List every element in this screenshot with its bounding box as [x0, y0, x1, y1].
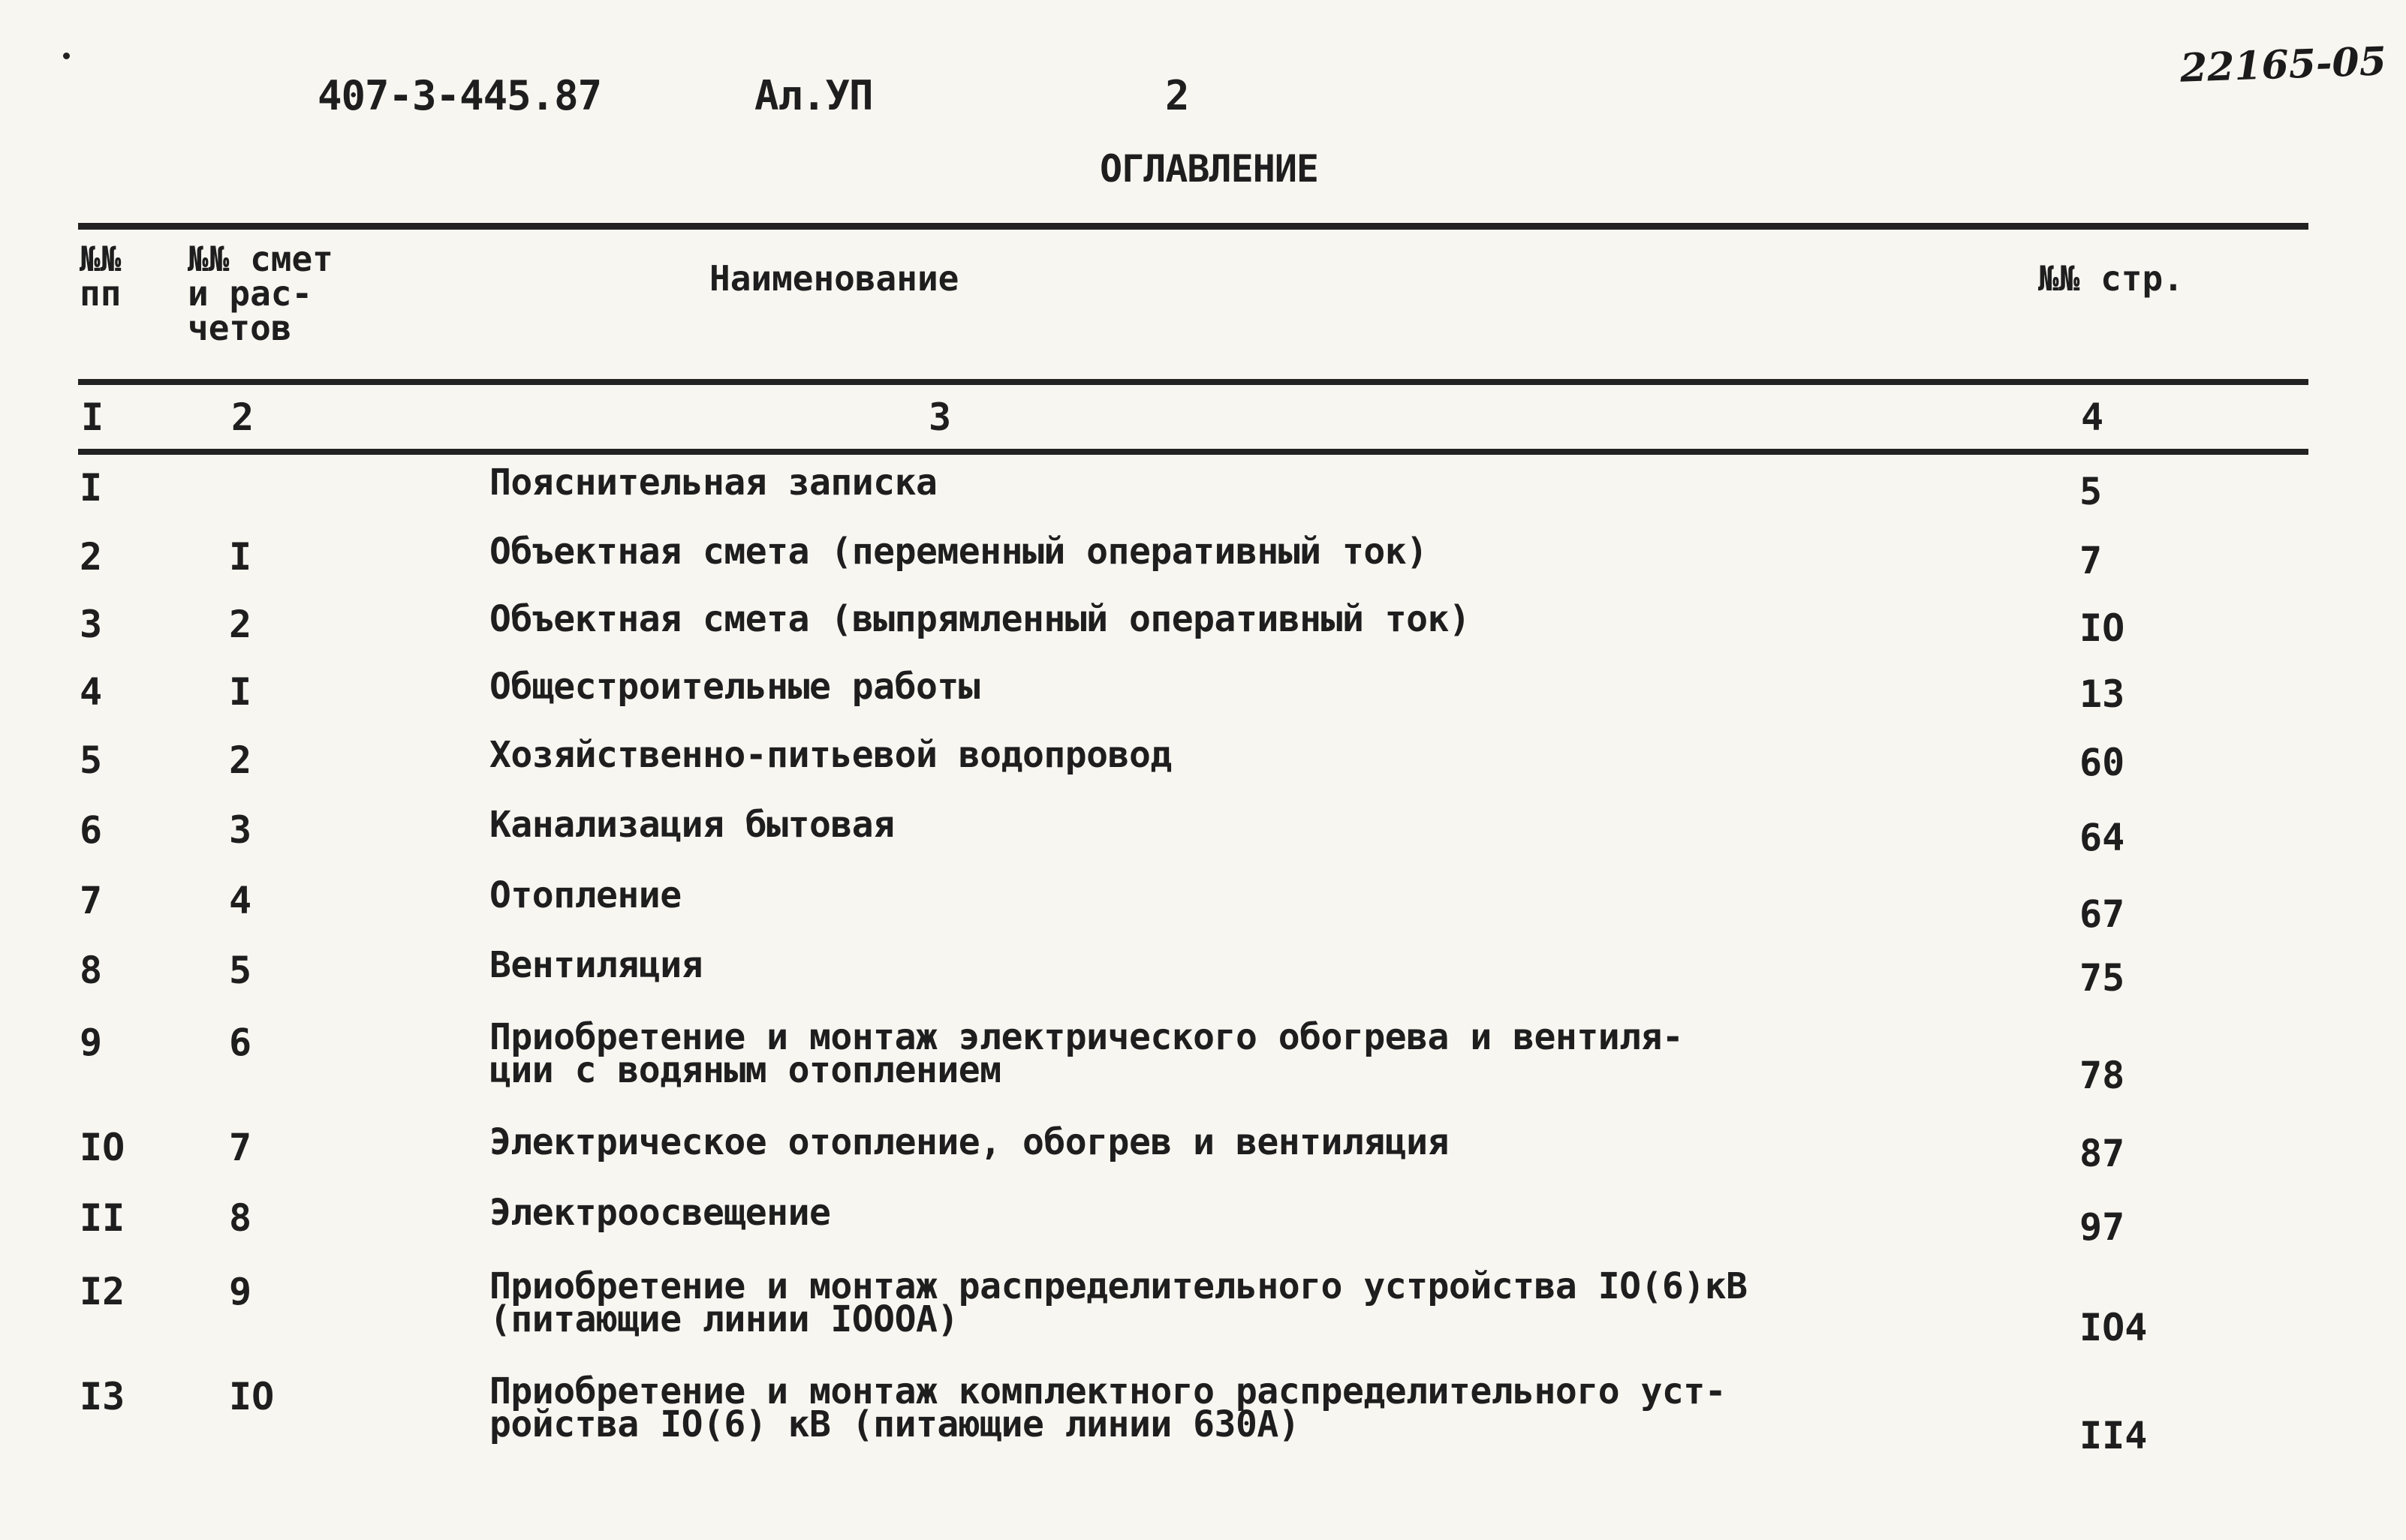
row-number: 5 [80, 738, 103, 782]
row-page: 97 [2079, 1205, 2125, 1249]
row-page: 60 [2079, 741, 2125, 784]
row-estimate: 9 [229, 1270, 252, 1313]
row-page: IO4 [2079, 1306, 2148, 1349]
row-page: 67 [2079, 892, 2125, 936]
row-name: Канализация бытовая [489, 804, 895, 846]
page-number: 2 [1165, 72, 1189, 119]
row-estimate: I [229, 535, 252, 579]
row-estimate: I [229, 670, 252, 714]
column-number-4: 4 [2081, 396, 2104, 439]
column-number-2: 2 [231, 396, 254, 439]
album-number: Ал.УП [754, 72, 873, 119]
column-numbers-rule [78, 449, 2308, 455]
handwritten-stamp: 22165-05 [2179, 38, 2387, 92]
column-header-estimate-no: №№ смет и рас- четов [188, 239, 333, 348]
row-name: Общестроительные работы [489, 666, 980, 708]
row-number: IO [80, 1126, 125, 1169]
row-number: 4 [80, 670, 103, 714]
row-name: Пояснительная записка [489, 462, 938, 504]
row-name: Приобретение и монтаж комплектного распределительного уст- ройства IO(6) кВ (питающие линии 630А) [489, 1370, 1727, 1445]
row-estimate: 8 [229, 1196, 252, 1240]
row-page: 78 [2079, 1054, 2125, 1097]
header-bottom-rule [78, 379, 2308, 385]
row-estimate: 4 [229, 879, 252, 922]
row-name: Отопление [489, 874, 682, 916]
row-page: 75 [2079, 956, 2125, 1000]
column-header-name: Наименование [709, 258, 959, 299]
row-number: 2 [80, 535, 103, 579]
row-number: 8 [80, 949, 103, 992]
row-page: II4 [2079, 1414, 2148, 1457]
row-estimate: 3 [229, 808, 252, 852]
row-number: 7 [80, 879, 103, 922]
row-name: Электрическое отопление, обогрев и вентиляция [489, 1121, 1449, 1163]
page-title: ОГЛАВЛЕНИЕ [1100, 147, 1319, 191]
row-page: IO [2079, 606, 2125, 650]
row-number: II [80, 1196, 125, 1240]
row-page: 64 [2079, 816, 2125, 859]
row-estimate: 6 [229, 1021, 252, 1064]
row-number: I3 [80, 1375, 125, 1418]
row-number: 6 [80, 808, 103, 852]
column-number-1: I [81, 396, 104, 439]
row-page: 13 [2079, 672, 2125, 716]
row-estimate: 2 [229, 738, 252, 782]
document-code: 407-3-445.87 [318, 72, 602, 119]
row-number: I2 [80, 1270, 125, 1313]
row-estimate: 2 [229, 603, 252, 646]
speck-mark [63, 53, 70, 59]
row-name: Вентиляция [489, 944, 703, 986]
row-estimate: 5 [229, 949, 252, 992]
row-number: 3 [80, 603, 103, 646]
row-number: I [80, 466, 103, 510]
column-header-item-no: №№ пп [80, 239, 122, 314]
row-number: 9 [80, 1021, 103, 1064]
row-page: 87 [2079, 1132, 2125, 1175]
row-estimate: 7 [229, 1126, 252, 1169]
row-name: Объектная смета (выпрямленный оперативный ток) [489, 598, 1471, 640]
table-top-rule [78, 223, 2308, 230]
column-number-3: 3 [929, 396, 952, 439]
row-page: 7 [2079, 539, 2103, 582]
row-name: Электроосвещение [489, 1192, 831, 1234]
row-name: Приобретение и монтаж электрического обогрева и вентиля- ции с водяным отоплением [489, 1016, 1684, 1091]
row-name: Объектная смета (переменный оперативный ток) [489, 531, 1428, 573]
row-page: 5 [2079, 470, 2103, 513]
row-name: Хозяйственно-питьевой водопровод [489, 734, 1172, 776]
column-header-page-no: №№ стр. [2038, 258, 2184, 299]
row-name: Приобретение и монтаж распределительного устройства IO(6)кВ (питающие линии IOOOA) [489, 1265, 1748, 1340]
row-estimate: IO [229, 1375, 275, 1418]
